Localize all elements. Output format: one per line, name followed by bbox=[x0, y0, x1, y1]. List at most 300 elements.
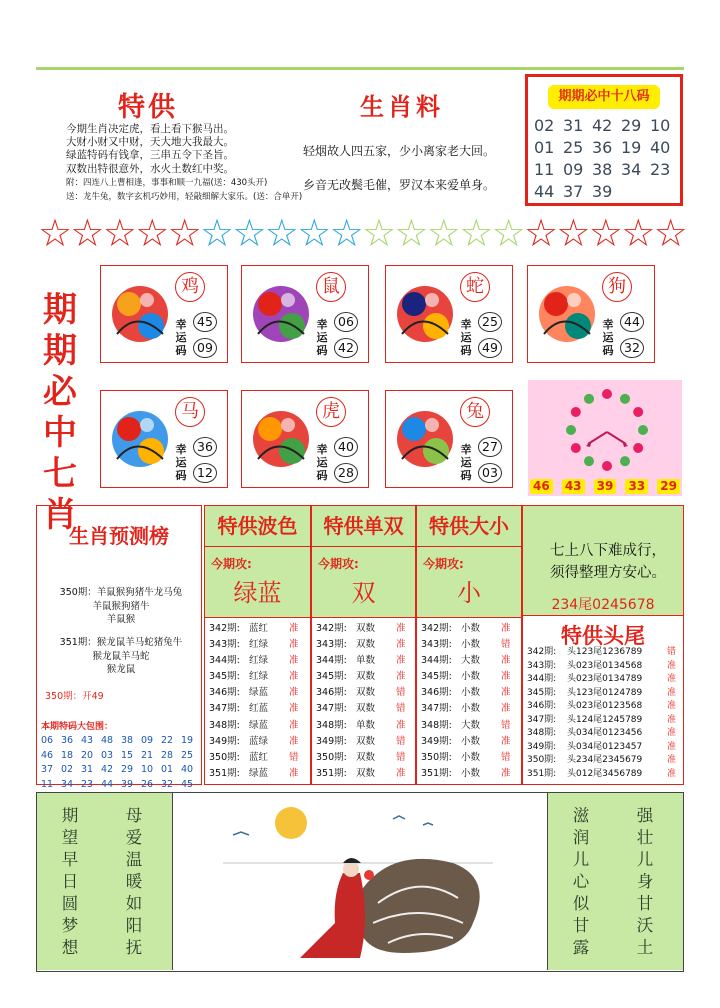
bag-number: 34 bbox=[61, 778, 74, 790]
attack-value: 双 bbox=[351, 579, 376, 607]
hit-mark: 准 bbox=[289, 655, 299, 667]
hit-mark: 准 bbox=[667, 768, 677, 779]
hit-mark: 准 bbox=[396, 639, 406, 651]
zodiac-card bbox=[385, 265, 513, 363]
bottom-panel bbox=[36, 792, 684, 972]
head-tail-panel bbox=[522, 505, 684, 785]
bag-number: 15 bbox=[121, 749, 134, 761]
bag-title: 本期特码大包围： bbox=[41, 722, 114, 732]
lucky-char: 运 bbox=[602, 331, 614, 344]
verse-column bbox=[59, 805, 81, 959]
verse-char: 润 bbox=[572, 828, 590, 847]
clock-dot bbox=[638, 425, 648, 435]
period: 342期: bbox=[527, 647, 557, 657]
verse-char: 滋 bbox=[572, 806, 590, 825]
table-row bbox=[527, 714, 683, 728]
result: 绿蓝 bbox=[249, 767, 269, 779]
clock-dot bbox=[602, 461, 612, 471]
prediction-351 bbox=[43, 636, 199, 677]
daxiao-panel bbox=[416, 505, 522, 785]
hit-mark: 错 bbox=[289, 751, 299, 763]
result: 绿蓝 bbox=[249, 719, 269, 731]
result: 头023尾0134568 bbox=[567, 660, 643, 671]
verse-char: 沃 bbox=[636, 916, 654, 935]
result: 双数 bbox=[356, 767, 376, 779]
eighteen-number: 02 bbox=[534, 116, 555, 135]
verse-column bbox=[634, 805, 656, 959]
bose-panel bbox=[204, 505, 311, 785]
period: 349期: bbox=[316, 735, 347, 747]
verse-char: 强 bbox=[636, 806, 654, 825]
bag-number: 38 bbox=[121, 735, 134, 746]
result: 单数 bbox=[356, 655, 376, 667]
verse-char: 圆 bbox=[61, 894, 79, 913]
attack-value: 小 bbox=[457, 579, 481, 607]
prediction-line: 351期：猴龙鼠羊马蛇猪兔牛 bbox=[59, 637, 183, 648]
bag-number: 46 bbox=[41, 749, 54, 761]
eighteen-number: 10 bbox=[650, 116, 671, 135]
table-row bbox=[316, 718, 419, 734]
table-row bbox=[209, 685, 314, 701]
eighteen-number: 23 bbox=[650, 160, 671, 179]
verse-char: 望 bbox=[61, 828, 79, 847]
hit-mark: 准 bbox=[501, 703, 511, 715]
bag-number: 36 bbox=[61, 735, 74, 746]
verse-char: 想 bbox=[61, 938, 79, 957]
table-row bbox=[209, 766, 314, 782]
eighteen-number: 01 bbox=[534, 138, 555, 157]
bag-number: 01 bbox=[161, 764, 174, 775]
lucky-label bbox=[458, 443, 474, 482]
hit-mark: 错 bbox=[396, 735, 406, 747]
daxiao-attack bbox=[417, 546, 521, 618]
lucky-char: 幸 bbox=[460, 443, 472, 456]
period: 348期: bbox=[421, 719, 452, 731]
star-icon: ☆ bbox=[70, 211, 105, 255]
prediction-line: 猴龙鼠羊马蛇 bbox=[92, 650, 150, 662]
period: 351期: bbox=[209, 767, 240, 779]
right-verse bbox=[547, 793, 683, 970]
table-row bbox=[209, 734, 314, 750]
poem-line: 七上八下难成行， bbox=[550, 543, 666, 559]
result: 蓝红 bbox=[249, 751, 269, 763]
period: 348期: bbox=[527, 728, 557, 738]
qi-qi-char: 中 bbox=[43, 413, 77, 453]
clock-dot bbox=[620, 456, 630, 466]
verse-char: 爱 bbox=[125, 828, 143, 847]
prediction-line: 猴龙鼠 bbox=[106, 664, 136, 675]
result: 小数 bbox=[461, 623, 481, 634]
hit-mark: 错 bbox=[501, 639, 511, 651]
result: 红绿 bbox=[249, 639, 269, 651]
period: 343期: bbox=[527, 660, 557, 671]
lucky-char: 运 bbox=[460, 331, 472, 344]
prediction-line: 350期：羊鼠猴狗猪牛龙马兔 bbox=[59, 587, 183, 598]
lucky-number: 12 bbox=[193, 463, 217, 483]
table-row bbox=[209, 718, 314, 734]
zodiac-card bbox=[100, 265, 228, 363]
star-icon: ☆ bbox=[264, 211, 299, 255]
table-row bbox=[421, 669, 525, 685]
hit-mark: 错 bbox=[396, 703, 406, 715]
danshuang-title: 特供单双 bbox=[312, 506, 415, 546]
star-icon: ☆ bbox=[588, 211, 623, 255]
table-row bbox=[527, 660, 683, 674]
period: 343期: bbox=[209, 639, 240, 651]
eighteen-number: 36 bbox=[592, 138, 613, 157]
hit-mark: 准 bbox=[667, 714, 677, 725]
clock-dot bbox=[633, 407, 643, 417]
bag-number: 23 bbox=[81, 778, 94, 790]
bag-number: 43 bbox=[81, 735, 94, 746]
result: 小数 bbox=[461, 671, 481, 683]
result: 大数 bbox=[461, 719, 481, 731]
hit-mark: 错 bbox=[396, 687, 406, 699]
result: 双数 bbox=[356, 671, 376, 683]
result: 双数 bbox=[356, 687, 376, 699]
lucky-label bbox=[314, 318, 330, 357]
zodiac-name: 蛇 bbox=[460, 272, 490, 302]
clock-dot bbox=[584, 456, 594, 466]
star-row bbox=[38, 211, 688, 255]
table-row bbox=[527, 687, 683, 701]
clock-number: 46 bbox=[530, 479, 553, 494]
result: 头234尾2345679 bbox=[567, 755, 643, 765]
prediction-title: 生肖预测榜 bbox=[69, 524, 169, 548]
hit-mark: 错 bbox=[501, 719, 511, 731]
table-row bbox=[527, 700, 683, 714]
period: 347期: bbox=[316, 703, 347, 715]
lucky-number: 45 bbox=[193, 312, 217, 332]
period: 348期: bbox=[209, 719, 240, 731]
result: 小数 bbox=[461, 703, 481, 715]
verse-char: 甘 bbox=[636, 894, 654, 913]
star-icon: ☆ bbox=[38, 211, 73, 255]
result: 小数 bbox=[461, 751, 481, 763]
eighteen-number: 37 bbox=[563, 182, 584, 201]
result: 双数 bbox=[356, 735, 376, 747]
clock-numbers bbox=[530, 479, 680, 494]
lucky-number: 03 bbox=[478, 463, 502, 483]
lucky-char: 幸 bbox=[175, 318, 187, 331]
hit-mark: 准 bbox=[289, 687, 299, 699]
attack-label: 今期攻: bbox=[318, 557, 359, 571]
eighteen-number: 42 bbox=[592, 116, 613, 135]
table-row bbox=[421, 718, 525, 734]
table-row bbox=[527, 727, 683, 741]
star-icon: ☆ bbox=[653, 211, 688, 255]
period: 349期: bbox=[527, 741, 557, 752]
bag-number: 10 bbox=[141, 764, 154, 775]
bag-number: 42 bbox=[101, 764, 114, 775]
star-icon: ☆ bbox=[232, 211, 267, 255]
bose-rows bbox=[209, 621, 314, 782]
verse-char: 身 bbox=[636, 872, 654, 891]
result: 双数 bbox=[356, 751, 376, 763]
hit-mark: 准 bbox=[396, 767, 406, 779]
result: 小数 bbox=[461, 767, 481, 779]
hit-mark: 准 bbox=[289, 639, 299, 651]
result: 头034尾0123456 bbox=[567, 728, 643, 738]
verse-char: 母 bbox=[125, 806, 143, 825]
zodiac-name: 鼠 bbox=[316, 272, 346, 302]
hit-mark: 准 bbox=[289, 767, 299, 779]
qi-qi-char: 必 bbox=[43, 372, 77, 412]
lucky-char: 码 bbox=[602, 344, 614, 357]
bag-number: 32 bbox=[161, 778, 174, 790]
verse-char: 儿 bbox=[572, 850, 590, 869]
result: 头124尾1245789 bbox=[567, 714, 643, 725]
eighteen-number: 09 bbox=[563, 160, 584, 179]
result: 头123尾1236789 bbox=[567, 647, 643, 657]
hit-mark: 准 bbox=[501, 655, 511, 667]
period: 351期: bbox=[527, 768, 557, 779]
table-row bbox=[421, 653, 525, 669]
result: 大数 bbox=[461, 655, 481, 667]
period: 349期: bbox=[209, 735, 240, 747]
star-icon: ☆ bbox=[362, 211, 397, 255]
eighteen-number: 40 bbox=[650, 138, 671, 157]
period: 350期: bbox=[421, 751, 452, 763]
rooster-papercut-icon bbox=[107, 274, 173, 354]
verse-char: 土 bbox=[636, 938, 654, 957]
clock-dot bbox=[584, 394, 594, 404]
eighteen-number: 31 bbox=[563, 116, 584, 135]
bag-number: 39 bbox=[121, 778, 134, 790]
star-icon: ☆ bbox=[394, 211, 429, 255]
result: 小数 bbox=[461, 639, 481, 651]
table-row bbox=[421, 766, 525, 782]
lucky-number: 06 bbox=[334, 312, 358, 332]
bose-title: 特供波色 bbox=[205, 506, 310, 546]
qi-qi-bi-zhong-label bbox=[40, 290, 80, 536]
bag-number: 25 bbox=[181, 749, 194, 761]
verse-char: 期 bbox=[61, 806, 79, 825]
eighteen-number: 34 bbox=[621, 160, 642, 179]
table-row bbox=[527, 741, 683, 755]
hit-mark: 准 bbox=[501, 671, 511, 683]
hit-mark: 准 bbox=[501, 767, 511, 779]
verse-column bbox=[570, 805, 592, 959]
period: 350期: bbox=[527, 755, 557, 765]
period: 343期: bbox=[316, 639, 347, 651]
qi-qi-char: 期 bbox=[43, 331, 77, 371]
table-row bbox=[316, 685, 419, 701]
daxiao-rows bbox=[421, 621, 525, 782]
period: 346期: bbox=[421, 687, 452, 699]
clock-dot bbox=[633, 443, 643, 453]
table-row bbox=[316, 653, 419, 669]
table-row bbox=[316, 750, 419, 766]
period: 349期: bbox=[421, 735, 452, 747]
eighteen-number-title: 期期必中十八码 bbox=[548, 85, 660, 109]
table-row bbox=[316, 701, 419, 717]
table-row bbox=[527, 646, 683, 660]
result: 红绿 bbox=[249, 655, 269, 667]
table-row bbox=[421, 701, 525, 717]
lucky-char: 幸 bbox=[602, 318, 614, 331]
hit-mark: 错 bbox=[667, 647, 677, 657]
clock-dot bbox=[620, 394, 630, 404]
lucky-number: 28 bbox=[334, 463, 358, 483]
star-icon: ☆ bbox=[556, 211, 591, 255]
bag-number: 28 bbox=[161, 749, 174, 761]
verse-char: 心 bbox=[572, 872, 590, 891]
hit-mark: 准 bbox=[501, 623, 511, 634]
eighteen-number: 11 bbox=[534, 160, 555, 179]
period: 351期: bbox=[316, 767, 347, 779]
lucky-number: 40 bbox=[334, 437, 358, 457]
sheng-xiao-lines bbox=[303, 134, 518, 202]
period: 342期: bbox=[316, 623, 347, 634]
table-row bbox=[209, 637, 314, 653]
period: 345期: bbox=[421, 671, 452, 683]
verse-char: 壮 bbox=[636, 828, 654, 847]
sheng-xiao-line: 乡音无改鬓毛催，罗汉本来爱单身。 bbox=[303, 178, 496, 192]
lucky-number: 25 bbox=[478, 312, 502, 332]
lucky-number: 49 bbox=[478, 338, 502, 358]
rabbit-papercut-icon bbox=[392, 399, 458, 479]
eighteen-number: 25 bbox=[563, 138, 584, 157]
result: 双数 bbox=[356, 639, 376, 651]
hit-mark: 准 bbox=[501, 735, 511, 747]
prediction-open: 350期：开49 bbox=[45, 691, 104, 702]
table-row bbox=[421, 637, 525, 653]
zodiac-card bbox=[241, 390, 369, 488]
te-gong-note: 附：四连八上曹相逢，事事和顺一九福(送：430头开) bbox=[66, 178, 268, 188]
lucky-char: 运 bbox=[175, 331, 187, 344]
table-row bbox=[316, 734, 419, 750]
lucky-number: 09 bbox=[193, 338, 217, 358]
tiger-papercut-icon bbox=[248, 399, 314, 479]
lucky-number: 42 bbox=[334, 338, 358, 358]
lucky-label bbox=[314, 443, 330, 482]
lucky-char: 码 bbox=[316, 344, 328, 357]
te-gong-note: 送：龙牛兔，数字玄机巧妙用，轻敲细解大家乐。(送：合单开) bbox=[66, 192, 303, 202]
result: 单数 bbox=[356, 719, 376, 731]
qi-qi-char: 期 bbox=[43, 290, 77, 330]
bag-number: 44 bbox=[101, 778, 114, 790]
danshuang-attack bbox=[312, 546, 415, 618]
dog-papercut-icon bbox=[534, 274, 600, 354]
eighteen-number: 44 bbox=[534, 182, 555, 201]
eighteen-number-box bbox=[525, 74, 683, 206]
attack-label: 今期攻: bbox=[211, 557, 252, 571]
period: 342期: bbox=[421, 623, 452, 634]
clock-icon bbox=[528, 380, 682, 480]
star-icon: ☆ bbox=[167, 211, 202, 255]
star-icon: ☆ bbox=[491, 211, 526, 255]
table-row bbox=[316, 637, 419, 653]
clock-dot bbox=[571, 407, 581, 417]
lucky-char: 码 bbox=[175, 469, 187, 482]
table-row bbox=[209, 653, 314, 669]
lucky-char: 幸 bbox=[316, 443, 328, 456]
bag-number: 45 bbox=[181, 778, 194, 790]
qi-qi-char: 肖 bbox=[43, 495, 77, 535]
verse-char: 早 bbox=[61, 850, 79, 869]
period: 344期: bbox=[209, 655, 240, 667]
clock-dot bbox=[602, 389, 612, 399]
clock-number: 39 bbox=[594, 479, 617, 494]
snake-papercut-icon bbox=[392, 274, 458, 354]
clock-panel bbox=[528, 380, 682, 496]
bag-number: 21 bbox=[141, 749, 154, 761]
lucky-char: 幸 bbox=[460, 318, 472, 331]
star-icon: ☆ bbox=[297, 211, 332, 255]
zodiac-name: 兔 bbox=[460, 397, 490, 427]
hit-mark: 准 bbox=[667, 728, 677, 738]
hit-mark: 准 bbox=[667, 687, 677, 698]
star-icon: ☆ bbox=[135, 211, 170, 255]
prediction-350 bbox=[43, 586, 199, 627]
danshuang-panel bbox=[311, 505, 416, 785]
bag-number: 26 bbox=[141, 778, 154, 790]
te-gong-title: 特供 bbox=[118, 92, 178, 123]
star-icon: ☆ bbox=[200, 211, 235, 255]
hit-mark: 错 bbox=[396, 751, 406, 763]
result: 头023尾0123568 bbox=[567, 701, 643, 711]
lucky-char: 运 bbox=[316, 331, 328, 344]
table-row bbox=[209, 750, 314, 766]
result: 头012尾3456789 bbox=[567, 768, 643, 779]
table-row bbox=[209, 621, 314, 637]
eighteen-number: 38 bbox=[592, 160, 613, 179]
star-icon: ☆ bbox=[459, 211, 494, 255]
verse-char: 暖 bbox=[125, 872, 143, 891]
period: 344期: bbox=[316, 655, 347, 667]
mother-painting-icon bbox=[173, 793, 549, 970]
period: 343期: bbox=[421, 639, 452, 651]
hit-mark: 准 bbox=[667, 755, 677, 765]
tail-numbers: 234尾0245678 bbox=[551, 597, 655, 613]
attack-value: 绿蓝 bbox=[233, 579, 282, 607]
hit-mark: 准 bbox=[289, 671, 299, 683]
prediction-line: 羊鼠猴 bbox=[106, 614, 136, 625]
star-icon: ☆ bbox=[524, 211, 559, 255]
clock-number: 43 bbox=[562, 479, 585, 494]
left-verse bbox=[37, 793, 173, 970]
result: 红绿 bbox=[249, 671, 269, 683]
zodiac-name: 马 bbox=[175, 397, 205, 427]
hit-mark: 准 bbox=[396, 671, 406, 683]
lucky-char: 运 bbox=[460, 456, 472, 469]
te-gong-lines bbox=[66, 123, 296, 176]
zodiac-card bbox=[385, 390, 513, 488]
table-row bbox=[316, 669, 419, 685]
bag-number: 19 bbox=[181, 735, 194, 746]
verse-char: 温 bbox=[125, 850, 143, 869]
head-tail-title: 特供头尾 bbox=[561, 624, 645, 648]
star-icon: ☆ bbox=[426, 211, 461, 255]
table-row bbox=[421, 750, 525, 766]
table-row bbox=[316, 621, 419, 637]
result: 头023尾0134789 bbox=[567, 674, 643, 684]
bag-number: 09 bbox=[141, 735, 154, 746]
bag-number: 02 bbox=[61, 764, 74, 775]
verse-char: 甘 bbox=[572, 916, 590, 935]
bag-number: 31 bbox=[81, 764, 94, 775]
daxiao-title: 特供大小 bbox=[417, 506, 521, 546]
zodiac-name: 鸡 bbox=[175, 272, 205, 302]
poem bbox=[533, 540, 683, 584]
period: 346期: bbox=[209, 687, 240, 699]
poem-line: 须得整理方安心。 bbox=[550, 565, 666, 581]
hit-mark: 错 bbox=[501, 751, 511, 763]
te-gong-notes bbox=[66, 176, 306, 204]
table-row bbox=[209, 701, 314, 717]
lucky-char: 码 bbox=[460, 469, 472, 482]
